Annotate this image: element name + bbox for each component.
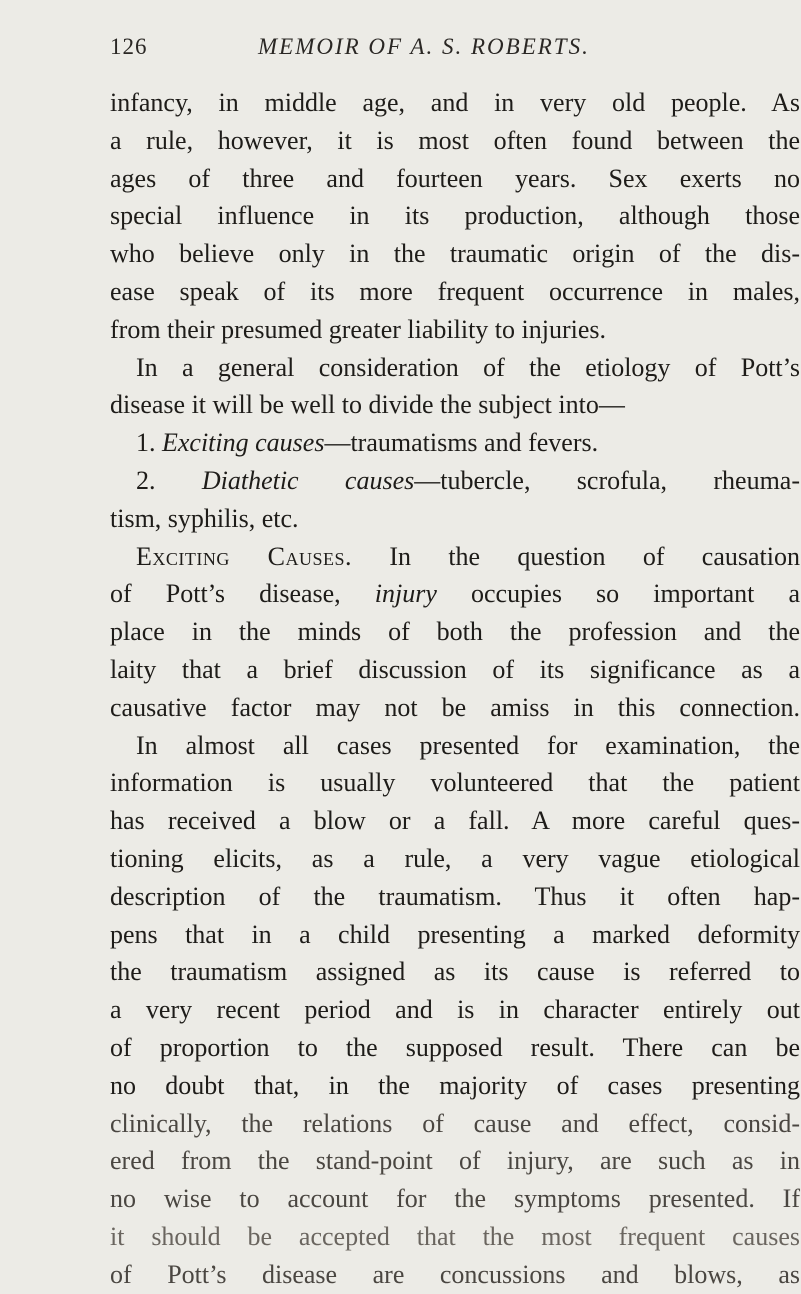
- list-term: Diathetic causes: [201, 465, 415, 495]
- list-item-exciting-causes: [110, 424, 800, 462]
- text-line: a very recent period and is in character entirely out: [110, 995, 800, 1025]
- text-line: the traumatism assigned as its cause is referred to: [110, 957, 800, 987]
- text-run: occupies so important a: [436, 579, 800, 609]
- text-line: In almost all cases presented for examination, the: [136, 730, 800, 760]
- text-line: [110, 575, 800, 613]
- text-line: no wise to account for the symptoms presented. If: [110, 1184, 800, 1214]
- text-line: place in the minds of both the profession and the: [110, 617, 800, 647]
- text-line: laity that a brief discussion of its significance as a: [110, 654, 800, 684]
- body-text: [110, 84, 800, 1294]
- text-line: tism, syphilis, etc.: [110, 503, 299, 533]
- text-line: no doubt that, in the majority of cases presenting: [110, 1070, 800, 1100]
- text-line: who believe only in the traumatic origin of the dis-: [110, 239, 800, 269]
- list-term: Exciting causes: [162, 428, 325, 458]
- text-line: clinically, the relations of cause and effect, consid-: [110, 1108, 800, 1138]
- list-definition: —tubercle, scrofula, rheuma-: [414, 465, 800, 495]
- section-heading: Exciting Causes.: [136, 541, 353, 571]
- text-line: disease it will be well to divide the subject into—: [110, 390, 625, 420]
- text-line: it should be accepted that the most frequent causes: [110, 1221, 800, 1251]
- text-line: tioning elicits, as a rule, a very vague etiological: [110, 843, 800, 873]
- page-header: [110, 34, 800, 74]
- list-number: 1.: [136, 428, 162, 458]
- text-line: special influence in its production, although those: [110, 201, 800, 231]
- text-line: a rule, however, it is most often found between the: [110, 125, 800, 155]
- list-item-diathetic-causes: [110, 462, 800, 500]
- text-line: pens that in a child presenting a marked deformity: [110, 919, 800, 949]
- text-line: information is usually volunteered that the patient: [110, 768, 800, 798]
- text-run: of Pott’s disease,: [110, 579, 375, 609]
- text-line: ered from the stand-point of injury, are such as in: [110, 1146, 800, 1176]
- list-number: 2.: [136, 465, 202, 495]
- text-line: of proportion to the supposed result. There can be: [110, 1032, 800, 1062]
- page-number: 126: [110, 34, 148, 59]
- text-line: description of the traumatism. Thus it often hap-: [110, 881, 800, 911]
- text-line: from their presumed greater liability to injuries.: [110, 314, 607, 344]
- text-line: has received a blow or a fall. A more careful ques-: [110, 806, 800, 836]
- emphasized-word: injury: [374, 579, 437, 609]
- text-line: ages of three and fourteen years. Sex exerts no: [110, 163, 800, 193]
- text-line: infancy, in middle age, and in very old people. As: [110, 88, 800, 117]
- text-line: In a general consideration of the etiology of Pott’s: [136, 352, 800, 382]
- list-definition: —traumatisms and fevers.: [324, 428, 599, 458]
- text-line: of Pott’s disease are concussions and blows, as: [110, 1259, 800, 1289]
- text-line: ease speak of its more frequent occurrence in males,: [110, 276, 800, 306]
- text-run: In the question of causation: [352, 541, 800, 571]
- text-line: causative factor may not be amiss in this connection.: [110, 692, 800, 722]
- running-head: MEMOIR OF A. S. ROBERTS.: [258, 34, 590, 59]
- section-heading-line: [110, 538, 800, 576]
